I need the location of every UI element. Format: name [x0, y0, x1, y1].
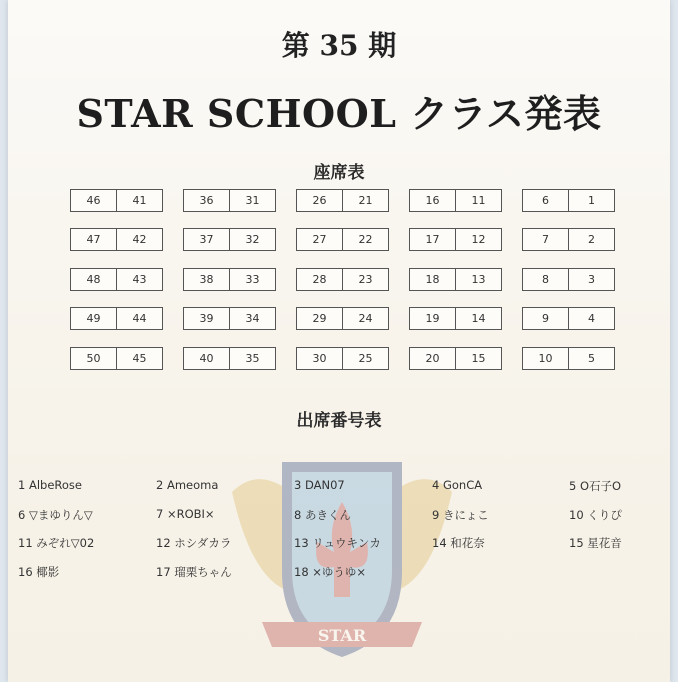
seat-desk: [522, 347, 615, 370]
seat-number: 48: [71, 269, 117, 290]
seat-number: 45: [132, 352, 147, 365]
page: [8, 0, 670, 682]
seat-desk: [522, 189, 615, 212]
seat-number: 47: [71, 229, 117, 250]
roll-entry: 14 和花奈: [432, 536, 485, 550]
seat-number: 30: [297, 348, 343, 369]
seat-number: 26: [297, 190, 343, 211]
seat-desk: [183, 228, 276, 251]
seat-number: 5: [588, 352, 595, 365]
seat-number: 20: [410, 348, 456, 369]
emblem-banner-text: STAR: [317, 626, 367, 645]
seat-desk: [70, 347, 163, 370]
seat-number: 34: [245, 312, 260, 325]
seat-number: 33: [245, 273, 260, 286]
seat-number: 25: [358, 352, 373, 365]
roll-entry: 13 リュウキンカ: [294, 536, 381, 550]
seat-desk: [296, 228, 389, 251]
seat-desk: [183, 347, 276, 370]
seat-number: 44: [132, 312, 147, 325]
seat-desk: [409, 268, 502, 291]
seat-number: 4: [588, 312, 595, 325]
roll-entry: 11 みぞれ▽02: [18, 536, 95, 550]
seat-number: 22: [358, 233, 373, 246]
roll-entry: 9 きにょこ: [432, 507, 489, 522]
seat-desk: [183, 268, 276, 291]
roll-list: [18, 478, 658, 598]
seat-number: 23: [358, 273, 373, 286]
session-number: 第 35 期: [281, 29, 397, 62]
seat-desk: [409, 307, 502, 330]
seat-number: 37: [184, 229, 230, 250]
seat-number: 31: [245, 194, 260, 207]
seat-desk: [296, 307, 389, 330]
seat-number: 17: [410, 229, 456, 250]
roll-entry: 18 ×ゆうゆ×: [294, 564, 367, 579]
roll-entry: 3 DAN07: [294, 478, 345, 492]
seat-number: 7: [523, 229, 569, 250]
roll-entry: 15 星花音: [569, 536, 622, 550]
seat-desk: [296, 347, 389, 370]
seat-number: 43: [132, 273, 147, 286]
seat-desk: [70, 268, 163, 291]
seat-number: 12: [471, 233, 486, 246]
seat-number: 50: [71, 348, 117, 369]
seating-heading: 座席表: [313, 163, 365, 183]
seat-number: 35: [245, 352, 260, 365]
seat-desk: [409, 347, 502, 370]
seat-desk: [296, 268, 389, 291]
seat-number: 8: [523, 269, 569, 290]
seat-desk: [183, 307, 276, 330]
roll-entry: 1 AlbeRose: [18, 478, 82, 492]
page-title: STAR SCHOOL クラス発表: [76, 91, 602, 136]
seat-number: 32: [245, 233, 260, 246]
seat-desk: [296, 189, 389, 212]
seat-number: 46: [71, 190, 117, 211]
seat-number: 16: [410, 190, 456, 211]
roll-entry: 12 ホシダカラ: [156, 536, 232, 550]
seat-number: 15: [471, 352, 486, 365]
seat-number: 40: [184, 348, 230, 369]
seat-desk: [409, 228, 502, 251]
seat-desk: [70, 307, 163, 330]
roll-entry: 2 Ameoma: [156, 478, 219, 492]
seat-desk: [522, 268, 615, 291]
seat-number: 27: [297, 229, 343, 250]
seat-number: 9: [523, 308, 569, 329]
seat-number: 18: [410, 269, 456, 290]
seat-number: 1: [588, 194, 595, 207]
seat-number: 38: [184, 269, 230, 290]
seating-chart: [70, 189, 630, 371]
seat-desk: [522, 228, 615, 251]
seat-number: 13: [471, 273, 486, 286]
seat-desk: [522, 307, 615, 330]
roll-entry: 6 ▽まゆりん▽: [18, 507, 93, 522]
seat-number: 36: [184, 190, 230, 211]
seat-number: 14: [471, 312, 486, 325]
seat-number: 21: [358, 194, 373, 207]
roll-heading: 出席番号表: [296, 411, 382, 431]
seat-desk: [70, 228, 163, 251]
seat-number: 3: [588, 273, 595, 286]
seat-number: 24: [358, 312, 373, 325]
seat-number: 29: [297, 308, 343, 329]
seat-number: 39: [184, 308, 230, 329]
roll-entry: 16 椰影: [18, 564, 60, 579]
seat-number: 28: [297, 269, 343, 290]
roll-entry: 7 ×ROBI×: [156, 506, 215, 521]
seat-desk: [183, 189, 276, 212]
seat-desk: [409, 189, 502, 212]
seat-number: 2: [588, 233, 595, 246]
seat-number: 42: [132, 233, 147, 246]
roll-entry: 8 あきくん: [294, 507, 351, 522]
seat-number: 11: [471, 194, 486, 207]
roll-entry: 4 GonCA: [432, 478, 483, 492]
seat-number: 6: [523, 190, 569, 211]
roll-entry: 17 瑠栗ちゃん: [156, 564, 232, 579]
seat-number: 10: [523, 348, 569, 369]
seat-number: 19: [410, 308, 456, 329]
seat-desk: [70, 189, 163, 212]
seat-number: 41: [132, 194, 147, 207]
roll-entry: 10 くりぴ: [569, 507, 622, 522]
seat-number: 49: [71, 308, 117, 329]
roll-entry: 5 O石子O: [569, 479, 622, 493]
